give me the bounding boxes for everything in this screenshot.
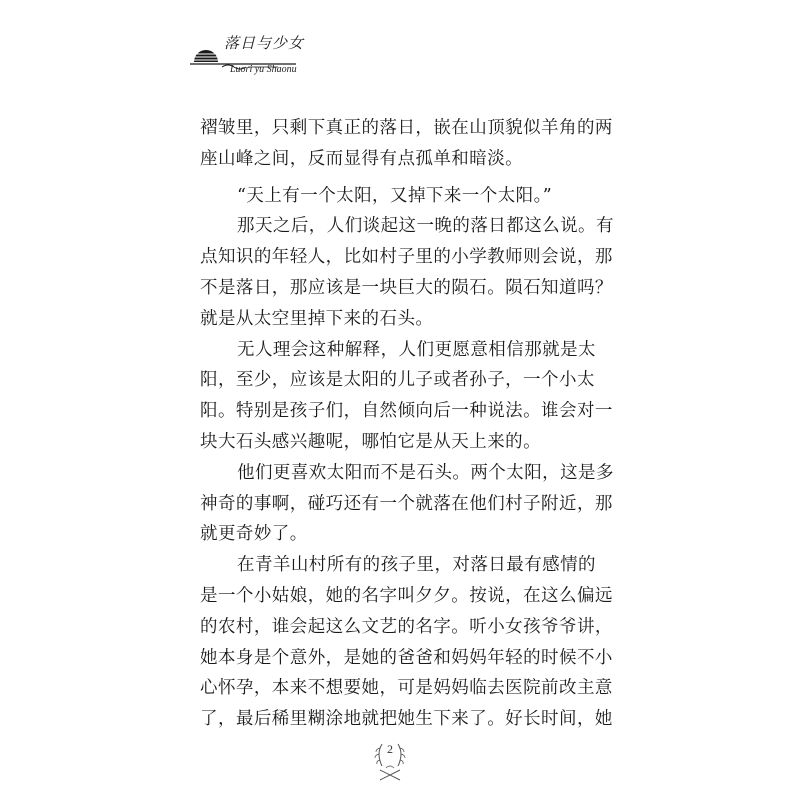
- text-line: 无人理会这种解释，人们更愿意相信那就是太: [237, 339, 596, 360]
- text-line: 就是从太空里掉下来的石头。: [200, 308, 434, 329]
- text-line: 不是落日，那应该是一块巨大的陨石。陨石知道吗？: [200, 277, 613, 298]
- text-line: 就更奇妙了。: [200, 524, 308, 545]
- text-line: 块大石头感兴趣呢，哪怕它是从天上来的。: [200, 431, 542, 452]
- book-title: 落日与少女: [224, 34, 305, 52]
- text-line: 褶皱里，只剩下真正的落日，嵌在山顶貌似羊角的两: [200, 118, 613, 138]
- book-title-pinyin: Luori yu Shaonu: [230, 64, 297, 75]
- text-line: 那天之后，人们谈起这一晚的落日都这么说。有: [237, 216, 614, 237]
- text-line: 点知识的年轻人，比如村子里的小学教师则会说，那: [200, 247, 613, 268]
- text-line: 是一个小姑娘，她的名字叫夕夕。按说，在这么偏远: [200, 585, 613, 606]
- text-line: “天上有一个太阳，又掉下来一个太阳。”: [237, 185, 553, 206]
- running-header: [188, 30, 305, 78]
- text-line: 神奇的事啊，碰巧还有一个就落在他们村子附近，那: [200, 493, 613, 514]
- text-line: 他们更喜欢太阳而不是石头。两个太阳，这是多: [237, 462, 614, 483]
- paragraph: [200, 211, 614, 334]
- text-line: 的农村，谁会起这么文艺的名字。听小女孩爷爷讲，: [200, 616, 613, 637]
- page-footer: [360, 738, 420, 782]
- page-number: 2: [387, 742, 393, 756]
- paragraph: [200, 550, 613, 735]
- text-line: 阳。特别是孩子们，自然倾向后一种说法。谁会对一: [200, 401, 613, 422]
- paragraph: [200, 335, 613, 458]
- paragraph: [200, 113, 613, 175]
- page-body: [200, 113, 614, 735]
- text-line: 了，最后稀里糊涂地就把她生下来了。好长时间，她: [200, 709, 613, 730]
- paragraph: [200, 181, 600, 212]
- text-line: 心怀孕，本来不想要她，可是妈妈临去医院前改主意: [200, 678, 613, 699]
- text-line: 座山峰之间，反而显得有点孤单和暗淡。: [200, 148, 524, 169]
- text-line: 在青羊山村所有的孩子里，对落日最有感情的: [237, 555, 596, 576]
- text-line: 她本身是个意外，是她的爸爸和妈妈年轻的时候不小: [200, 647, 613, 668]
- text-line: 阳，至少，应该是太阳的儿子或者孙子，一个小太: [200, 370, 595, 391]
- paragraph: [200, 458, 614, 550]
